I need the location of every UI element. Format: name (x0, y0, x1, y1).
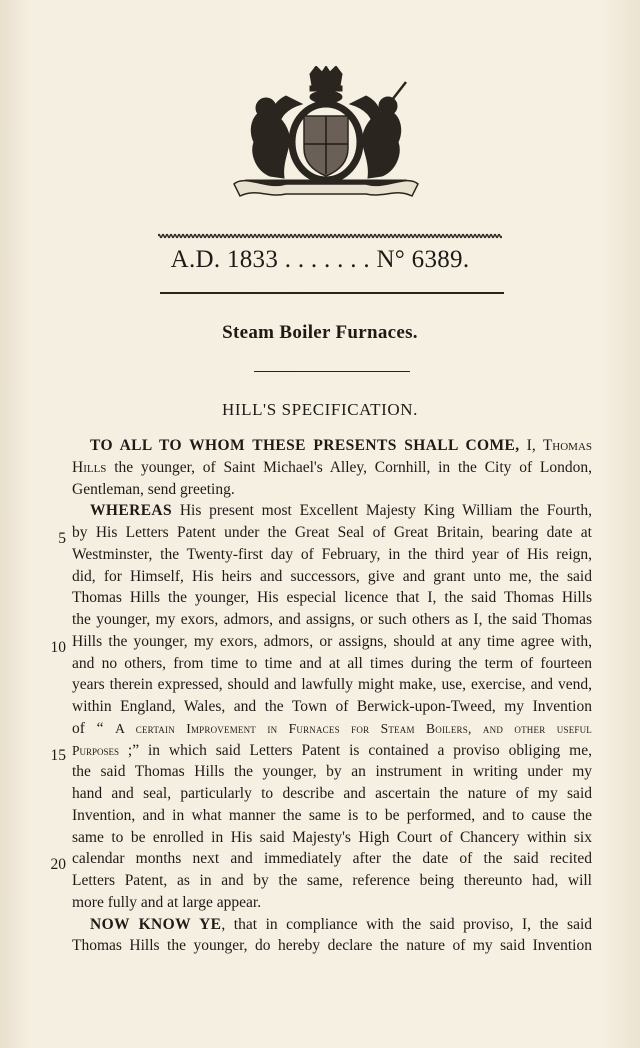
text-line: more fully and at large appear. (72, 893, 262, 911)
text-line: Thomas Hills the younger, His especial licence that I, the said Thomas Hills (72, 589, 592, 607)
header-divider-rule (160, 292, 504, 294)
patent-number: N° 6389. (376, 246, 470, 273)
text-line: by His Letters Patent under the Great Seal of Great Britain, bearing date at (72, 524, 592, 541)
royal-coat-of-arms-icon (226, 66, 426, 198)
text-line: Westminster, the Twenty-first day of February, in the third year of His reign, (72, 545, 592, 563)
text-line: Purposes ;” in which said Letters Patent is contained a proviso obliging me, (72, 741, 592, 759)
text-line: years therein expressed, should and lawfully might make, use, exercise, and vend, (72, 676, 592, 694)
line-number: 20 (50, 856, 66, 873)
text-line: Thomas Hills the younger, do hereby declare the nature of my said Invention (72, 937, 592, 955)
patent-header (0, 246, 640, 274)
line-number: 5 (58, 530, 66, 547)
header-leader-dots: . . . . . . . (284, 246, 370, 273)
text-line: Hills the younger, my exors, admors, or assigns, should at any time agree with, (72, 632, 592, 650)
text-line: Hills the younger, of Saint Michael's Alley, Cornhill, in the City of London, (72, 458, 592, 476)
text-line: the said Thomas Hills the younger, by an instrument in writing under my (72, 763, 592, 781)
text-line: did, for Himself, His heirs and successors, give and grant unto me, the said (72, 567, 592, 585)
text-line: TO ALL TO WHOM THESE PRESENTS SHALL COME, I, Thomas (90, 437, 593, 454)
patent-year: A.D. 1833 (170, 246, 279, 273)
line-number: 10 (50, 639, 66, 656)
text-line: same to be enrolled in His said Majesty's High Court of Chancery within six (72, 828, 592, 846)
line-number: 15 (50, 747, 66, 764)
text-line: hand and seal, particularly to describe and ascertain the nature of my said (72, 785, 592, 802)
document-title: Steam Boiler Furnaces. (222, 322, 418, 343)
text-line: Gentleman, send greeting. (72, 480, 235, 498)
text-line: of “ A certain Improvement in Furnaces for Steam Boilers, and other useful (72, 719, 592, 737)
text-line: calendar months next and immediately after the date of the said recited (72, 850, 592, 868)
text-line: and no others, from time to time and at all times during the term of fourteen (72, 654, 592, 672)
specification-body (72, 435, 592, 957)
text-line: Letters Patent, as in and by the same, reference being thereunto had, will (72, 872, 592, 889)
text-line: NOW KNOW YE, that in compliance with the said proviso, I, the said (90, 915, 593, 933)
text-line: WHEREAS His present most Excellent Majesty King William the Fourth, (90, 502, 592, 520)
text-line: within England, Wales, and the Town of Berwick-upon-Tweed, my Invention (72, 698, 592, 715)
specification-heading: HILL'S SPECIFICATION. (221, 400, 419, 419)
text-line: the younger, my exors, admors, and assigns, or such others as I, the said Thomas (72, 611, 592, 628)
ornamental-wavy-rule (158, 233, 502, 239)
title-short-rule (254, 371, 410, 372)
text-line: Invention, and in what manner the same is to be performed, and to cause the (72, 806, 592, 824)
